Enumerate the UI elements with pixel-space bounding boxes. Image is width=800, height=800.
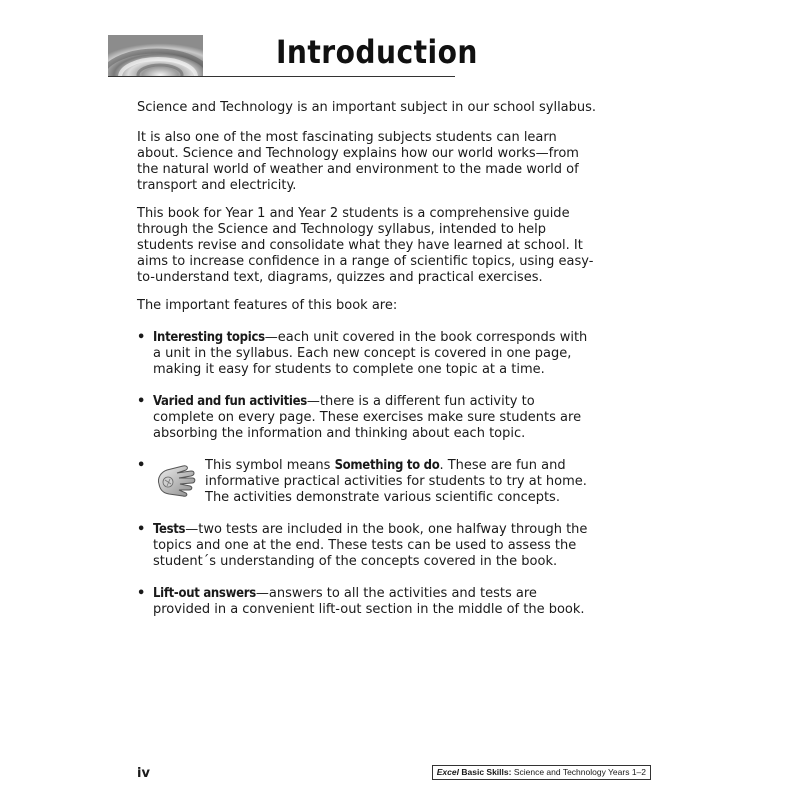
feature-text: —each unit covered in the book corresponds with a unit in the syllabus. Each new concept is covered in one page, making it easy for students to complete one topic at a time. xyxy=(153,330,588,377)
series-tag xyxy=(432,765,651,780)
feature-item-varied-activities xyxy=(137,394,597,442)
features-list xyxy=(137,330,597,618)
intro-paragraph: This book for Year 1 and Year 2 students is a comprehensive guide through the Science and Technology syllabus, intended to help students revise and consolidate what they have learned at school. It aims to increase confidence in a range of scientific topics, using easy-to-understand text, diagrams, quizzes and practical exercises. xyxy=(137,206,594,285)
page-footer xyxy=(137,762,651,782)
hand-icon xyxy=(153,460,197,500)
feature-text: . These are fun and informative practical activities for students to try at home. The activities demonstrate various scientific concepts. xyxy=(205,458,587,505)
feature-text: —answers to all the activities and tests are provided in a convenient lift-out section in the middle of the book. xyxy=(153,586,585,617)
page-header xyxy=(0,0,800,80)
swirl-decoration-image xyxy=(108,35,203,77)
feature-term: Varied and fun activities xyxy=(153,394,307,409)
intro-paragraph: Science and Technology is an important subject in our school syllabus. xyxy=(137,100,597,115)
feature-text: —there is a different fun activity to complete on every page. These exercises make sure students are absorbing the information and thinking about each topic. xyxy=(153,394,582,441)
features-lead-in: The important features of this book are: xyxy=(137,298,398,313)
footer-brand: Excel xyxy=(436,767,459,777)
feature-item-lift-out-answers xyxy=(137,586,597,618)
feature-text: This symbol means xyxy=(205,458,335,473)
feature-item-interesting-topics xyxy=(137,330,597,378)
feature-item-something-to-do xyxy=(137,458,597,506)
intro-paragraph: It is also one of the most fascinating subjects students can learn about. Science and Technology explains how our world works—from the natural world of weather and environment to the made world of transport and electricity. xyxy=(137,130,579,193)
page-title: Introduction xyxy=(276,33,478,71)
title-rule xyxy=(108,76,455,77)
page-number: iv xyxy=(137,766,150,781)
footer-subtitle: Science and Technology Years 1–2 xyxy=(513,767,646,777)
footer-series: Basic Skills: xyxy=(461,767,512,777)
feature-term: Something to do xyxy=(334,458,440,473)
feature-term: Tests xyxy=(153,522,186,537)
feature-term: Lift-out answers xyxy=(153,586,256,601)
feature-item-tests xyxy=(137,522,597,570)
intro-content xyxy=(137,100,597,634)
feature-text: —two tests are included in the book, one halfway through the topics and one at the end. These tests can be used to assess the student´s understanding of the concepts covered in the book. xyxy=(153,522,588,569)
feature-term: Interesting topics xyxy=(153,330,265,345)
